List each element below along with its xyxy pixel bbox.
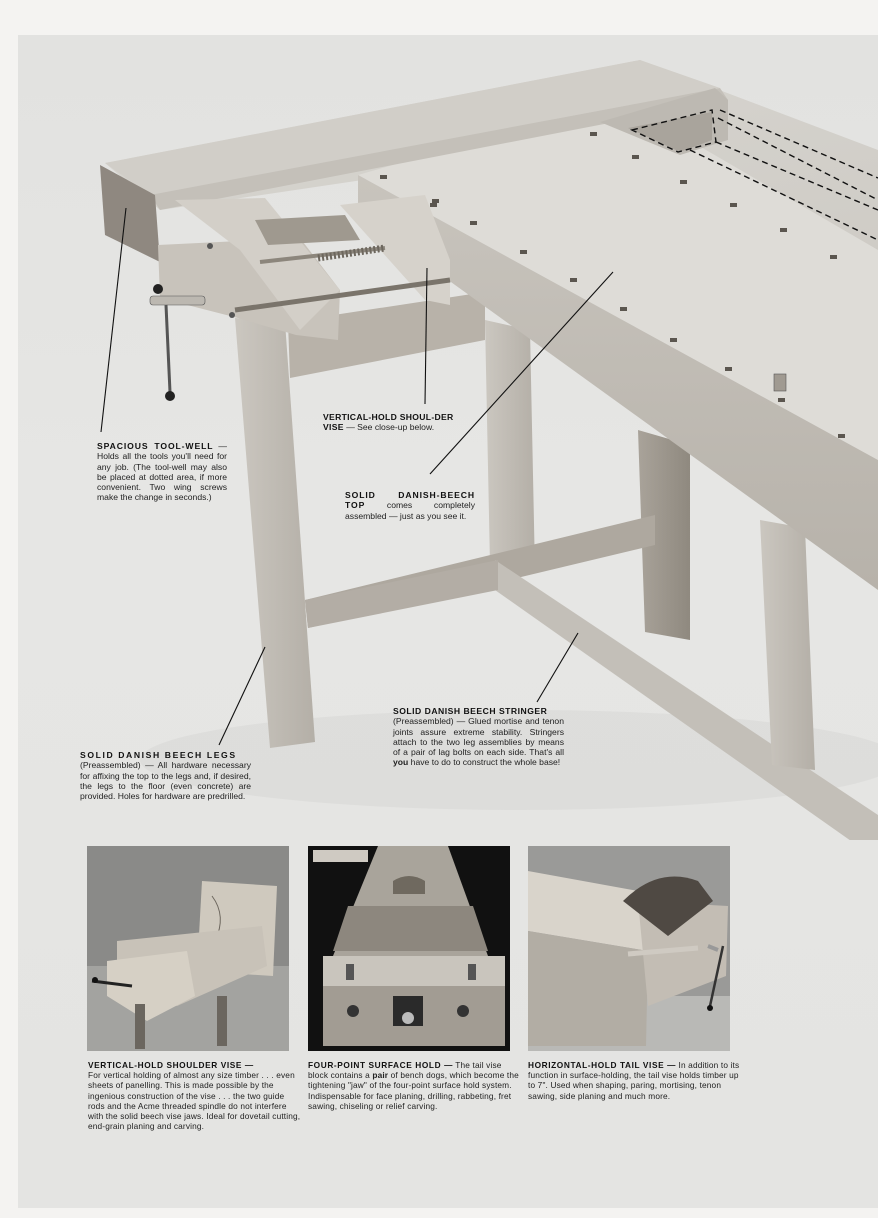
callout-stringer-body-end: have to do to construct the whole base! xyxy=(408,757,561,768)
feature-four-point-hold-heading: FOUR-POINT SURFACE HOLD — xyxy=(308,1060,453,1070)
callout-shoulder-vise xyxy=(323,412,471,433)
callout-stringer-body: (Preassembled) — Glued mortise and tenon joints assure extreme stability. Stringers attach to the two leg assemblies by means of a pair of lag bolts on each side. That's all xyxy=(393,716,564,758)
feature-tail-vise-body: In addition to its function in surface-holding, the tail vise holds timber up to 7". Used when shaping, paring, mortising, tenon sawing, side planing and much more. xyxy=(528,1060,740,1101)
callout-legs-heading: SOLID DANISH BEECH LEGS xyxy=(80,750,237,760)
callout-stringer-heading: SOLID DANISH BEECH STRINGER xyxy=(393,706,548,716)
callout-top xyxy=(345,490,475,521)
callout-tool-well-body: — Holds all the tools you'll need for any job. (The tool-well may also be placed at dotted area, if more convenient. Two wing screws make the change in seconds.) xyxy=(97,441,227,503)
feature-four-point-hold-emphasis: pair xyxy=(372,1070,389,1081)
callout-stringer-emphasis: you xyxy=(393,757,409,768)
feature-shoulder-vise xyxy=(88,1060,303,1131)
feature-tail-vise-heading: HORIZONTAL-HOLD TAIL VISE — xyxy=(528,1060,677,1070)
callout-legs-body: (Preassembled) — All hardware necessary for affixing the top to the legs and, if desired, the legs to the floor (even concrete) are provided. Holes for hardware are predrilled. xyxy=(80,760,251,802)
photo-tail-vise xyxy=(528,846,730,1051)
feature-shoulder-vise-body: For vertical holding of almost any size timber . . . even sheets of panelling. This is made possible by the ingenious construction of the vise . . . the two guide rods and the Acme threaded spindle do not interfere with the solid beech vise jaws. Ideal for dovetail cutting, end-grain planing and carving. xyxy=(88,1070,301,1132)
callout-top-body: comes completely assembled — just as you see it. xyxy=(345,500,476,521)
feature-four-point-hold xyxy=(308,1060,523,1111)
callout-shoulder-vise-heading: VERTICAL-HOLD SHOUL-DER VISE xyxy=(323,412,454,433)
callout-tool-well-heading: SPACIOUS TOOL-WELL xyxy=(97,441,214,451)
callout-stringer xyxy=(393,706,564,768)
feature-four-point-hold-body: The tail vise block contains a xyxy=(308,1060,502,1081)
callout-tool-well xyxy=(97,441,227,503)
feature-shoulder-vise-heading: VERTICAL-HOLD SHOULDER VISE — xyxy=(88,1060,254,1070)
callout-shoulder-vise-body: — See close-up below. xyxy=(346,422,435,433)
feature-four-point-hold-body-end: of bench dogs, which become the tightening "jaw" of the four-point surface hold system. Indispensable for face planing, drilling, rabbeting, fret sawing, chiseling or relief carving. xyxy=(308,1070,519,1111)
photo-four-point-hold xyxy=(308,846,510,1051)
callout-legs xyxy=(80,750,251,801)
feature-tail-vise xyxy=(528,1060,743,1101)
callout-top-heading: SOLID DANISH-BEECH TOP xyxy=(345,490,475,511)
photo-shoulder-vise xyxy=(87,846,289,1051)
